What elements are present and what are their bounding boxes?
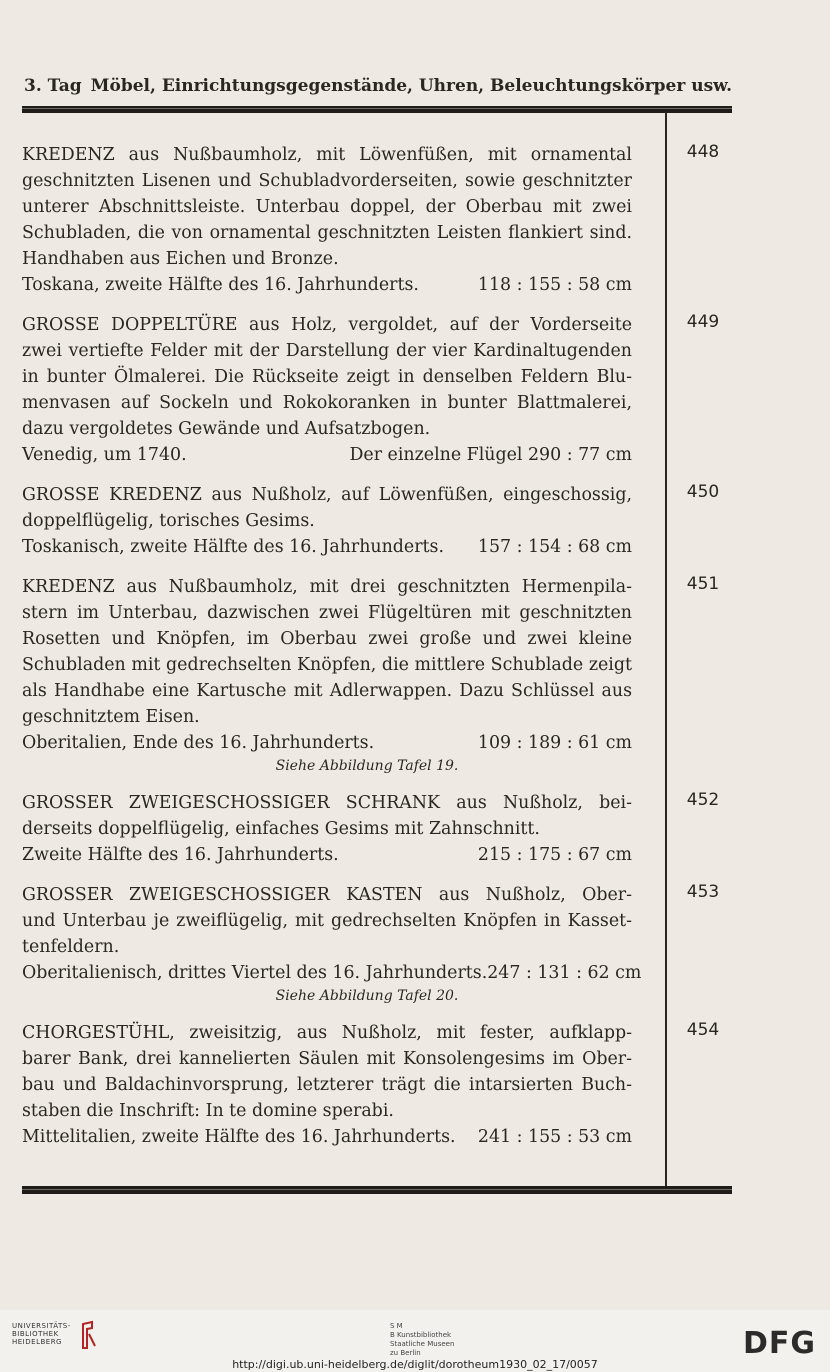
catalog-entry xyxy=(22,882,720,1006)
description-line: unterer Abschnittsleiste. Unterbau doppel, der Oberbau mit zwei xyxy=(22,197,632,217)
number-column-divider xyxy=(665,112,667,1186)
provenance: Venedig, um 1740. xyxy=(22,445,187,465)
provenance-row xyxy=(22,1124,632,1150)
library-mark-icon xyxy=(80,1320,98,1350)
description-line: Rosetten und Knöpfen, im Oberbau zwei große und zwei kleine xyxy=(22,629,632,649)
university-library-logo[interactable] xyxy=(12,1322,71,1346)
library-line: BIBLIOTHEK xyxy=(12,1330,59,1338)
catalog-entry xyxy=(22,790,720,868)
library-line: UNIVERSITÄTS- xyxy=(12,1322,71,1330)
credit-line: S M xyxy=(390,1322,403,1330)
kunstbibliothek-credit xyxy=(390,1322,454,1358)
catalog-entry xyxy=(22,312,720,468)
entry-number: 454 xyxy=(686,1020,720,1040)
credit-line: B Kunstbibliothek xyxy=(390,1331,452,1339)
entry-number: 452 xyxy=(686,790,720,810)
provenance-row xyxy=(22,842,632,868)
catalog-entries xyxy=(22,142,720,1164)
description-line: dazu vergoldetes Gewände und Aufsatzbogen. xyxy=(22,419,431,439)
provenance: Oberitalien, Ende des 16. Jahrhunderts. xyxy=(22,733,375,753)
dimensions: 157 : 154 : 68 cm xyxy=(477,537,632,557)
description-line: GROSSER ZWEIGESCHOSSIGER KASTEN aus Nußholz, Ober- xyxy=(22,885,632,905)
section-title: Möbel, Einrichtungsgegenstände, Uhren, Beleuchtungskörper usw. xyxy=(90,76,732,96)
provenance: Mittelitalien, zweite Hälfte des 16. Jahrhunderts. xyxy=(22,1127,456,1147)
description-line: GROSSE KREDENZ aus Nußholz, auf Löwenfüßen, eingeschossig, xyxy=(22,485,632,505)
description-line: zwei vertiefte Felder mit der Darstellung der vier Kardinaltugenden xyxy=(22,341,632,361)
dimensions: 247 : 131 : 62 cm xyxy=(487,963,642,983)
dimensions: Der einzelne Flügel 290 : 77 cm xyxy=(349,445,632,465)
provenance: Zweite Hälfte des 16. Jahrhunderts. xyxy=(22,845,339,865)
description-line: Schubladen, die von ornamental geschnitzten Leisten flankiert sind. xyxy=(22,223,632,243)
description-line: KREDENZ aus Nußbaumholz, mit Löwenfüßen, mit ornamental xyxy=(22,145,632,165)
provenance-row xyxy=(22,534,632,560)
description-line: und Unterbau je zweiflügelig, mit gedrechselten Knöpfen in Kasset- xyxy=(22,911,632,931)
description-line: stern im Unterbau, dazwischen zwei Flügeltüren mit geschnitzten xyxy=(22,603,632,623)
running-header xyxy=(24,76,732,104)
plate-reference: Siehe Abbildung Tafel 19. xyxy=(275,758,459,774)
catalog-entry xyxy=(22,574,720,776)
description-line: Handhaben aus Eichen und Bronze. xyxy=(22,249,339,269)
bottom-rule xyxy=(22,1186,732,1194)
description-line: GROSSER ZWEIGESCHOSSIGER SCHRANK aus Nußholz, bei- xyxy=(22,793,632,813)
dimensions: 241 : 155 : 53 cm xyxy=(477,1127,632,1147)
description-line: barer Bank, drei kannelierten Säulen mit Konsolengesims im Ober- xyxy=(22,1049,632,1069)
description-line: als Handhabe eine Kartusche mit Adlerwappen. Dazu Schlüssel aus xyxy=(22,681,632,701)
description-line: Schubladen mit gedrechselten Knöpfen, die mittlere Schublade zeigt xyxy=(22,655,632,675)
entry-number: 449 xyxy=(686,312,720,332)
description-line: in bunter Ölmalerei. Die Rückseite zeigt in denselben Feldern Blu- xyxy=(22,367,632,387)
provenance-row xyxy=(22,960,642,986)
provenance-row xyxy=(22,442,632,468)
dimensions: 118 : 155 : 58 cm xyxy=(477,275,632,295)
description-line: GROSSE DOPPELTÜRE aus Holz, vergoldet, auf der Vorderseite xyxy=(22,315,632,335)
top-rule xyxy=(22,106,732,113)
permalink[interactable]: http://digi.ub.uni-heidelberg.de/diglit/dorotheum1930_02_17/0057 xyxy=(232,1358,598,1371)
plate-reference: Siehe Abbildung Tafel 20. xyxy=(275,988,459,1004)
provenance-row xyxy=(22,272,632,298)
provenance: Oberitalienisch, drittes Viertel des 16. Jahrhunderts. xyxy=(22,963,488,983)
description-line: CHORGESTÜHL, zweisitzig, aus Nußholz, mit fester, aufklapp- xyxy=(22,1023,632,1043)
description-line: doppelflügelig, torisches Gesims. xyxy=(22,511,315,531)
provenance-row xyxy=(22,730,632,756)
provenance: Toskana, zweite Hälfte des 16. Jahrhunderts. xyxy=(22,275,419,295)
catalog-entry xyxy=(22,142,720,298)
dfg-logo[interactable]: DFG xyxy=(742,1326,816,1361)
description-line: staben die Inschrift: In te domine sperabi. xyxy=(22,1101,394,1121)
dimensions: 215 : 175 : 67 cm xyxy=(477,845,632,865)
day-label: 3. Tag xyxy=(24,76,82,96)
description-line: geschnitztem Eisen. xyxy=(22,707,200,727)
library-line: HEIDELBERG xyxy=(12,1338,62,1346)
entry-number: 448 xyxy=(686,142,720,162)
entry-number: 450 xyxy=(686,482,720,502)
catalog-entry xyxy=(22,1020,720,1150)
description-line: derseits doppelflügelig, einfaches Gesims mit Zahnschnitt. xyxy=(22,819,540,839)
entry-number: 453 xyxy=(686,882,720,902)
credit-line: Staatliche Museen xyxy=(390,1340,455,1348)
credit-line: zu Berlin xyxy=(390,1349,421,1357)
description-line: menvasen auf Sockeln und Rokokoranken in bunter Blattmalerei, xyxy=(22,393,632,413)
description-line: KREDENZ aus Nußbaumholz, mit drei geschnitzten Hermenpila- xyxy=(22,577,632,597)
provenance: Toskanisch, zweite Hälfte des 16. Jahrhunderts. xyxy=(22,537,444,557)
catalog-entry xyxy=(22,482,720,560)
description-line: bau und Baldachinvorsprung, letzterer trägt die intarsierten Buch- xyxy=(22,1075,632,1095)
description-line: tenfeldern. xyxy=(22,937,120,957)
entry-number: 451 xyxy=(686,574,720,594)
description-line: geschnitzten Lisenen und Schubladvorderseiten, sowie geschnitzter xyxy=(22,171,632,191)
dimensions: 109 : 189 : 61 cm xyxy=(477,733,632,753)
